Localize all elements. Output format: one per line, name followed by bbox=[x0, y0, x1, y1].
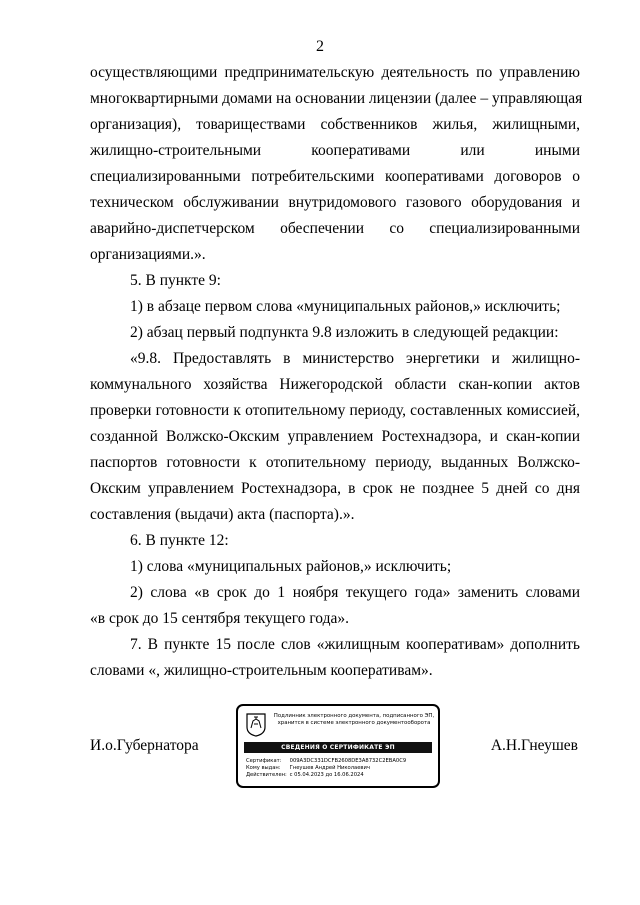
electronic-signature-stamp bbox=[236, 704, 440, 788]
text-line: словами «, жилищно-строительным кооперативам». bbox=[90, 662, 433, 679]
text-line: организациями.». bbox=[90, 246, 206, 263]
signature-position: И.о.Губернатора bbox=[90, 737, 199, 754]
signature-name: А.Н.Гнеушев bbox=[490, 737, 578, 754]
stamp-owner-row bbox=[246, 765, 406, 772]
stamp-cert-label: Сертификат: bbox=[246, 758, 282, 764]
stamp-owner-label: Кому выдан: bbox=[246, 765, 281, 771]
text-line: техническом обслуживании внутридомового газового оборудования и bbox=[90, 194, 580, 211]
stamp-valid-label: Действителен: bbox=[246, 772, 287, 778]
text-line: паспортов готовности к отопительному периоду, выданных Волжско- bbox=[90, 454, 580, 471]
text-line: проверки готовности к отопительному периоду, составленных комиссией, bbox=[90, 402, 580, 419]
text-line: Окским управлением Ростехнадзора, в срок не позднее 5 дней со дня bbox=[90, 480, 580, 497]
text-line: 5. В пункте 9: bbox=[130, 272, 221, 289]
text-line: 1) в абзаце первом слова «муниципальных районов,» исключить; bbox=[130, 298, 561, 315]
stamp-valid-value: с 05.04.2023 до 16.06.2024 bbox=[289, 772, 364, 778]
stamp-note-line2: хранится в системе электронного документооборота bbox=[277, 720, 431, 726]
page-number: 2 bbox=[316, 38, 324, 55]
document-body bbox=[90, 60, 583, 684]
text-line: 1) слова «муниципальных районов,» исключить; bbox=[130, 558, 452, 575]
text-line: 6. В пункте 12: bbox=[130, 532, 229, 549]
text-line: многоквартирными домами на основании лицензии (далее – управляющая bbox=[90, 90, 583, 107]
text-line: «9.8. Предоставлять в министерство энергетики и жилищно- bbox=[130, 350, 580, 367]
text-line: коммунального хозяйства Нижегородской области скан-копии актов bbox=[90, 376, 580, 393]
stamp-title: СВЕДЕНИЯ О СЕРТИФИКАТЕ ЭП bbox=[244, 742, 432, 753]
text-line: 2) слова «в срок до 1 ноября текущего года» заменить словами bbox=[130, 584, 580, 601]
stamp-valid-row bbox=[246, 772, 406, 779]
text-line: специализированными потребительскими кооперативами договоров о bbox=[90, 168, 580, 185]
coat-of-arms-icon bbox=[246, 713, 266, 737]
text-line: «в срок до 15 сентября текущего года». bbox=[90, 610, 349, 627]
text-line: аварийно-диспетчерском обеспечении со специализированными bbox=[90, 220, 580, 237]
text-line: жилищно-строительными кооперативами или иными bbox=[90, 142, 580, 159]
text-line: созданной Волжско-Окским управлением Ростехнадзора, и скан-копии bbox=[90, 428, 580, 445]
text-line: организация), товариществами собственников жилья, жилищными, bbox=[90, 116, 580, 133]
stamp-owner-value: Гнеушев Андрей Николаевич bbox=[289, 765, 370, 771]
text-line: составления (выдачи) акта (паспорта).». bbox=[90, 506, 355, 523]
stamp-note-line1: Подлинник электронного документа, подписанного ЭП, bbox=[273, 713, 435, 719]
stamp-cert-row bbox=[246, 758, 406, 765]
stamp-cert-value: 009A3DC331DCFB2608DE3A8732C2EBA0C9 bbox=[289, 758, 407, 764]
text-line: 7. В пункте 15 после слов «жилищным кооперативам» дополнить bbox=[130, 636, 580, 653]
text-line: 2) абзац первый подпункта 9.8 изложить в следующей редакции: bbox=[130, 324, 559, 341]
text-line: осуществляющими предпринимательскую деятельность по управлению bbox=[90, 64, 580, 81]
